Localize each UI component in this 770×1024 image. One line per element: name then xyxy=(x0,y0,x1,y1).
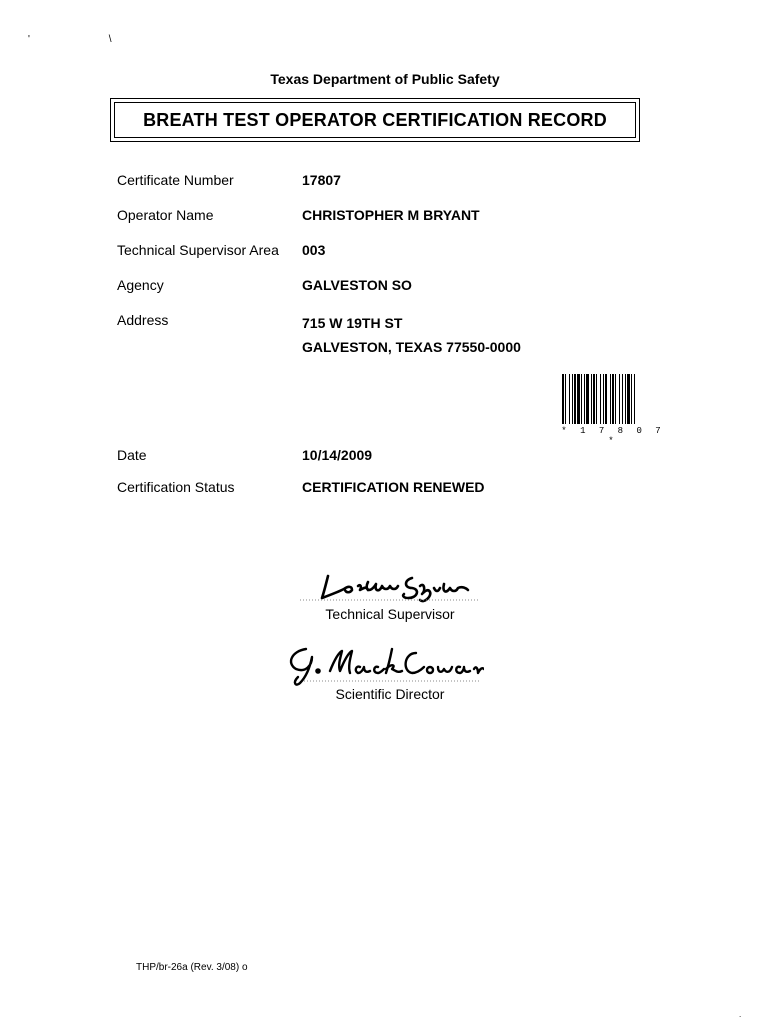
certificate-number-label: Certificate Number xyxy=(117,172,234,188)
operator-name-value: CHRISTOPHER M BRYANT xyxy=(302,207,480,223)
barcode xyxy=(562,374,665,424)
title-box xyxy=(110,98,640,142)
agency-label: Agency xyxy=(117,277,164,293)
document-title: BREATH TEST OPERATOR CERTIFICATION RECORD xyxy=(143,109,607,130)
certification-status-label: Certification Status xyxy=(117,479,235,495)
address-line2: GALVESTON, TEXAS 77550-0000 xyxy=(302,339,521,355)
date-label: Date xyxy=(117,447,147,463)
scientific-director-signature xyxy=(284,643,484,687)
agency-header: Texas Department of Public Safety xyxy=(270,71,500,87)
supervisor-area-label: Technical Supervisor Area xyxy=(117,242,279,258)
certificate-number-value: 17807 xyxy=(302,172,341,188)
scan-speck: . xyxy=(739,1010,742,1019)
agency-value: GALVESTON SO xyxy=(302,277,412,293)
form-code: THP/br-26a (Rev. 3/08) o xyxy=(136,962,248,973)
address-line1: 715 W 19TH ST xyxy=(302,315,403,331)
certification-status-value: CERTIFICATION RENEWED xyxy=(302,479,485,495)
date-value: 10/14/2009 xyxy=(302,447,373,463)
operator-name-label: Operator Name xyxy=(117,207,214,223)
technical-supervisor-signature xyxy=(300,562,480,604)
supervisor-area-value: 003 xyxy=(302,242,326,258)
scientific-director-caption: Scientific Director xyxy=(335,686,445,702)
barcode-text: * 1 7 8 0 7 * xyxy=(561,426,665,446)
technical-supervisor-caption: Technical Supervisor xyxy=(325,606,455,622)
scan-specks: ' \ xyxy=(28,34,150,45)
address-label: Address xyxy=(117,312,169,328)
